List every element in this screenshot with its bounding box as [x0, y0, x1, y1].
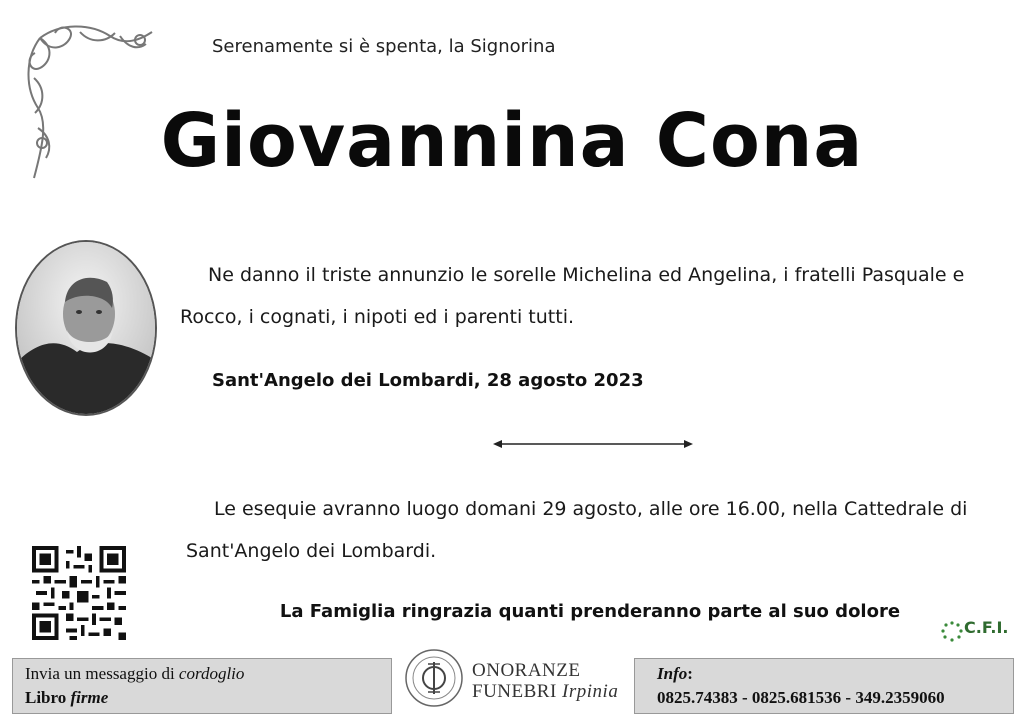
condolence-link[interactable]	[25, 664, 244, 684]
guestbook-link[interactable]	[25, 688, 108, 708]
cfi-label: C.F.I.	[964, 618, 1009, 637]
book-italic: firme	[70, 688, 109, 707]
condolence-italic: cordoglio	[178, 664, 245, 683]
condolence-prefix: Invia un messaggio di	[25, 664, 179, 683]
funeral-home-emblem-icon	[404, 648, 464, 708]
logo-line-2-prefix: FUNEBRI	[472, 681, 563, 702]
info-phones[interactable]: 0825.74383 - 0825.681536 - 349.2359060	[657, 688, 945, 707]
logo-line-2-italic: Irpinia	[562, 681, 619, 702]
cfi-logo-icon	[940, 618, 1014, 648]
logo-line-1: ONORANZE	[472, 660, 581, 681]
funeral-text: Le esequie avranno luogo domani 29 agosto, alle ore 16.00, nella Cattedrale di Sant'Angelo dei Lombardi.	[186, 498, 968, 562]
info-label-text: Info	[657, 664, 688, 683]
deceased-name: Giovannina Cona	[160, 98, 864, 184]
funeral-home-logo	[472, 660, 618, 702]
logo-line-2	[472, 681, 618, 702]
info-box	[634, 658, 1014, 714]
qr-code-icon[interactable]	[32, 546, 126, 640]
intro-text: Serenamente si è spenta, la Signorina	[212, 36, 556, 57]
announcement-text: Ne danno il triste annunzio le sorelle Michelina ed Angelina, i fratelli Pasquale e Rocco, i cognati, i nipoti ed i parenti tutti.	[180, 264, 965, 328]
thanks-text: La Famiglia ringrazia quanti prenderanno parte al suo dolore	[279, 601, 901, 622]
place-date: Sant'Angelo dei Lombardi, 28 agosto 2023	[212, 370, 644, 391]
divider-arrow	[492, 436, 694, 450]
book-prefix: Libro	[25, 688, 71, 707]
info-label: Info:	[657, 664, 693, 683]
saint-portrait	[15, 240, 157, 416]
condolence-box[interactable]	[12, 658, 392, 714]
